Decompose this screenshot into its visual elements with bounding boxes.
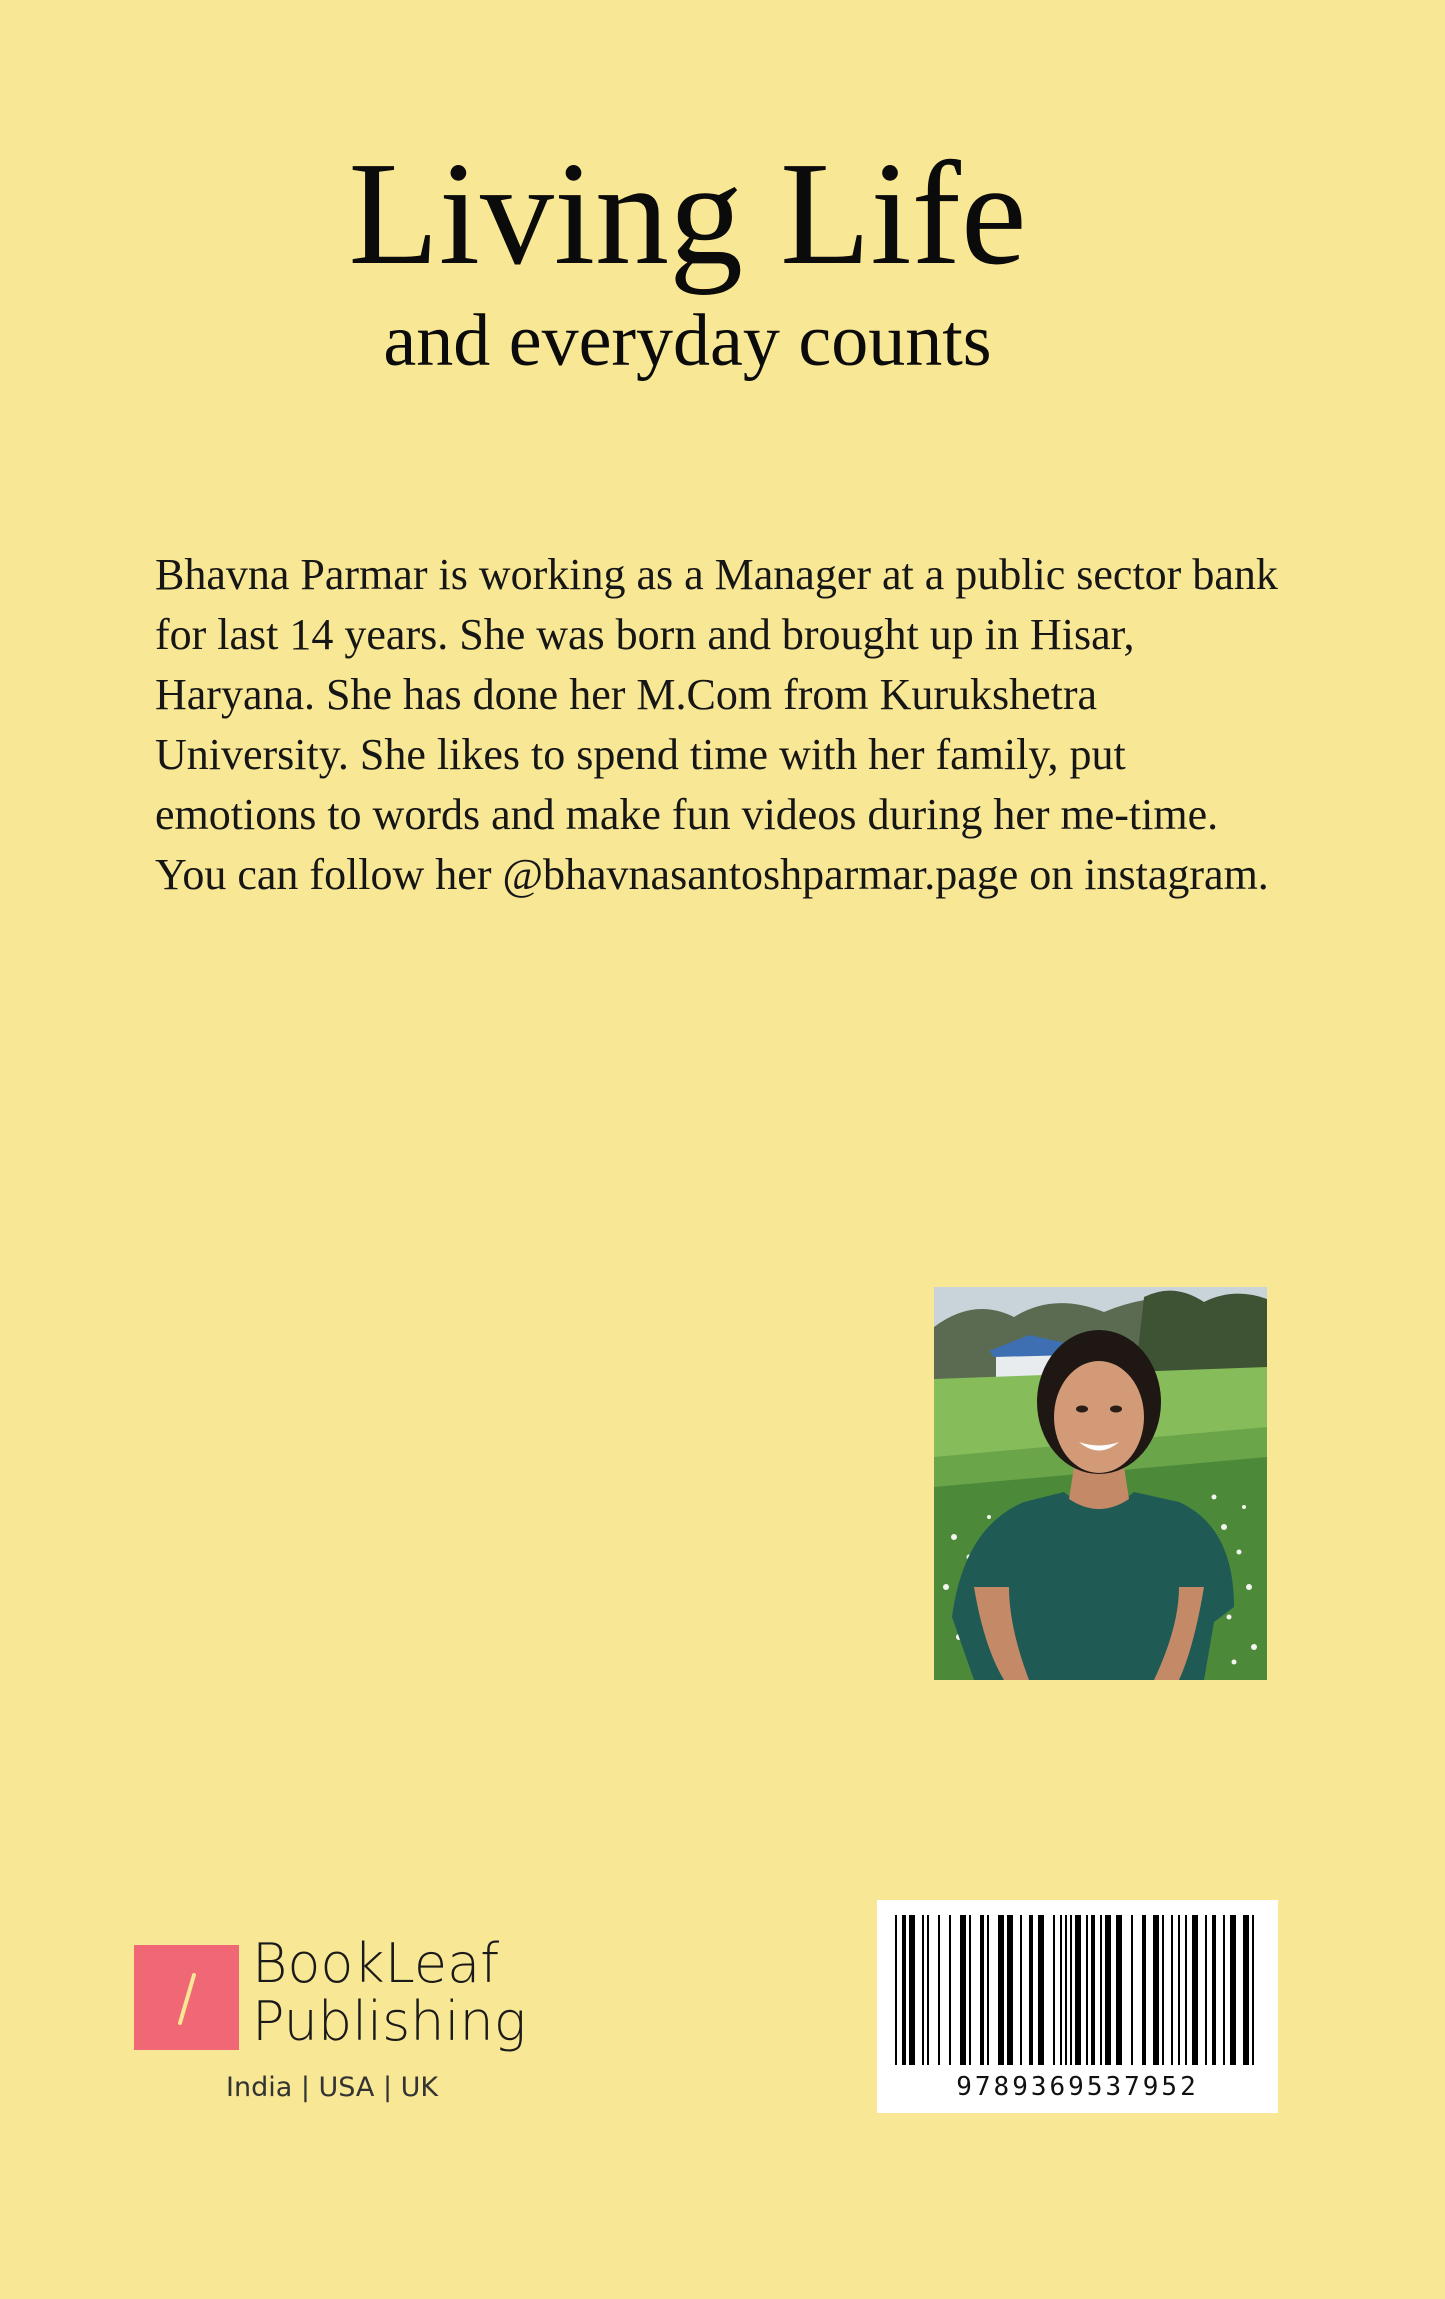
publisher-name-line1: BookLeaf bbox=[252, 1932, 500, 1995]
barcode-bar bbox=[1086, 1915, 1088, 2065]
isbn-number: 9789369537952 bbox=[956, 2072, 1199, 2102]
barcode-bar bbox=[902, 1915, 906, 2065]
barcode-bar bbox=[1230, 1915, 1236, 2065]
barcode-bar bbox=[909, 1915, 915, 2065]
book-title: Living Life bbox=[348, 132, 1027, 296]
barcode-bar bbox=[1153, 1915, 1159, 2065]
barcode-bar bbox=[1192, 1915, 1198, 2065]
barcode-bar bbox=[980, 1915, 984, 2065]
barcode-bar bbox=[1075, 1915, 1081, 2065]
barcode-bar bbox=[1185, 1915, 1187, 2065]
barcode-bar bbox=[987, 1915, 989, 2065]
barcode-bar bbox=[998, 1915, 1004, 2065]
barcode-bar bbox=[938, 1915, 940, 2065]
barcode-bar bbox=[1162, 1915, 1164, 2065]
author-photo bbox=[934, 1287, 1267, 1680]
barcode-bar bbox=[1060, 1915, 1062, 2065]
barcode-bar bbox=[1178, 1915, 1180, 2065]
author-bio: Bhavna Parmar is working as a Manager at a public sector bank for last 14 years. She was born and brought up in Hisar, Haryana. She has done her M.Com from Kurukshetra University. She likes to spend time with her family, put emotions to words and make fun videos during her me-time. You can follow her @bhavnasantoshparmar.page on instagram. bbox=[155, 550, 1278, 899]
publisher-logo-mark bbox=[134, 1945, 239, 2050]
barcode-bar bbox=[1100, 1915, 1102, 2065]
barcode-bar bbox=[1205, 1915, 1207, 2065]
barcode-bar bbox=[1243, 1915, 1249, 2065]
barcode-bar bbox=[1065, 1915, 1067, 2065]
barcode-bar bbox=[969, 1915, 971, 2065]
barcode-bar bbox=[960, 1915, 966, 2065]
barcode-bar bbox=[1142, 1915, 1146, 2065]
publisher-name-line2: Publishing bbox=[252, 1990, 527, 2053]
barcode-bar bbox=[1007, 1915, 1013, 2065]
barcode-bar bbox=[1131, 1915, 1133, 2065]
barcode bbox=[877, 1900, 1278, 2113]
barcode-bar bbox=[1252, 1915, 1254, 2065]
barcode-bar bbox=[1223, 1915, 1225, 2065]
barcode-bars bbox=[895, 1915, 1260, 2065]
barcode-bar bbox=[1070, 1915, 1072, 2065]
barcode-bar bbox=[895, 1915, 897, 2065]
slash-icon bbox=[134, 1945, 239, 2050]
barcode-bar bbox=[1029, 1915, 1033, 2065]
barcode-bar bbox=[1212, 1915, 1216, 2065]
barcode-bar bbox=[1020, 1915, 1022, 2065]
barcode-bar bbox=[1038, 1915, 1044, 2065]
barcode-bar bbox=[1053, 1915, 1055, 2065]
publisher-logo-text bbox=[252, 1932, 527, 2053]
barcode-bar bbox=[1116, 1915, 1122, 2065]
barcode-bar bbox=[1105, 1915, 1111, 2065]
book-subtitle: and everyday counts bbox=[383, 300, 992, 382]
barcode-bar bbox=[1091, 1915, 1095, 2065]
barcode-bar bbox=[927, 1915, 929, 2065]
barcode-bar bbox=[922, 1915, 924, 2065]
barcode-bar bbox=[949, 1915, 951, 2065]
barcode-bar bbox=[1171, 1915, 1173, 2065]
publisher-regions: India | USA | UK bbox=[226, 2072, 439, 2103]
